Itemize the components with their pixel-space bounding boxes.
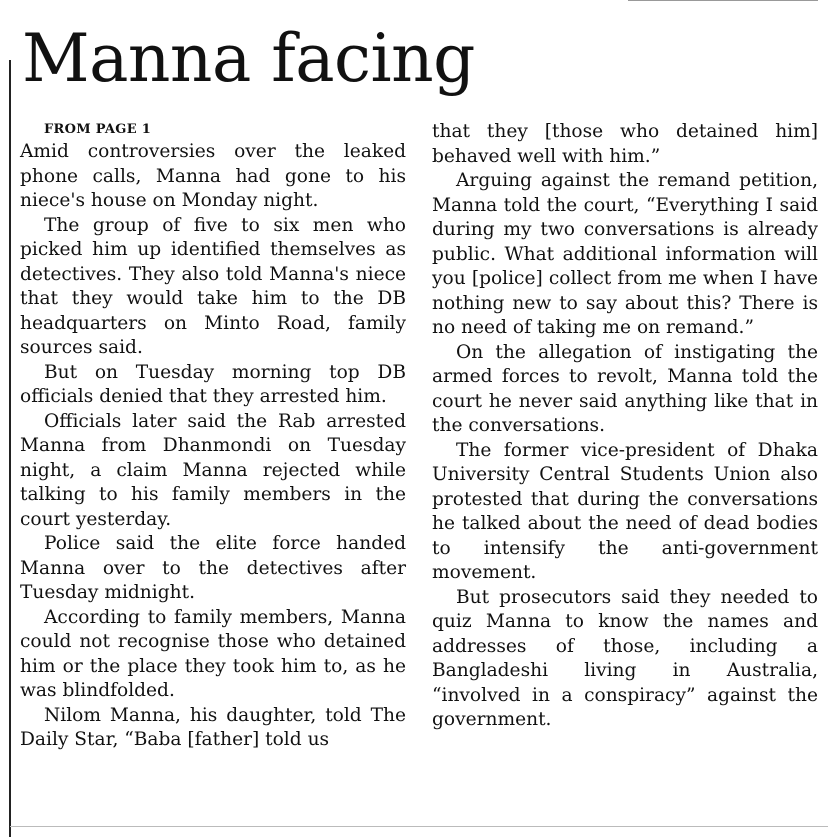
article-column-right <box>432 120 818 733</box>
paragraph: The group of five to six men who picked him up identified themselves as detectives. They also told Manna's niece that they would take him to the DB headquarters on Minto Road, family sources said. <box>20 214 406 358</box>
column-rule-left <box>9 60 11 837</box>
paragraph: Amid controversies over the leaked phone calls, Manna had gone to his niece's house on Monday night. <box>20 141 406 211</box>
paragraph: Nilom Manna, his daughter, told The Daily Star, “Baba [father] told us <box>20 704 406 750</box>
article-column-left <box>20 120 406 753</box>
top-divider <box>628 0 818 1</box>
paragraph: Police said the elite force handed Manna over to the detectives after Tuesday midnight. <box>20 533 406 603</box>
bottom-divider <box>10 826 828 827</box>
paragraph: On the allegation of instigating the armed forces to revolt, Manna told the court he never said anything like that in the conversations. <box>432 341 818 436</box>
paragraph: According to family members, Manna could not recognise those who detained him or the place they took him to, as he was blindfolded. <box>20 606 406 701</box>
continued-from-kicker: FROM PAGE 1 <box>44 122 152 137</box>
headline: Manna facing <box>22 20 475 97</box>
paragraph: Officials later said the Rab arrested Manna from Dhanmondi on Tuesday night, a claim Manna rejected while talking to his family members in the court yesterday. <box>20 410 406 530</box>
paragraph: Arguing against the remand petition, Manna told the court, “Everything I said during my two conversations is already public. What additional information will you [police] collect from me when I have nothing new to say about this? There is no need of taking me on remand.” <box>432 170 818 338</box>
paragraph: that they [those who detained him] behaved well with him.” <box>432 121 818 167</box>
paragraph: But on Tuesday morning top DB officials denied that they arrested him. <box>20 361 406 407</box>
paragraph: But prosecutors said they needed to quiz Manna to know the names and addresses of those, including a Bangladeshi living in Australia, “involved in a conspiracy” against the government. <box>432 586 818 730</box>
paragraph: The former vice-president of Dhaka University Central Students Union also protested that during the conversations he talked about the need of dead bodies to intensify the anti-government movement. <box>432 439 818 583</box>
